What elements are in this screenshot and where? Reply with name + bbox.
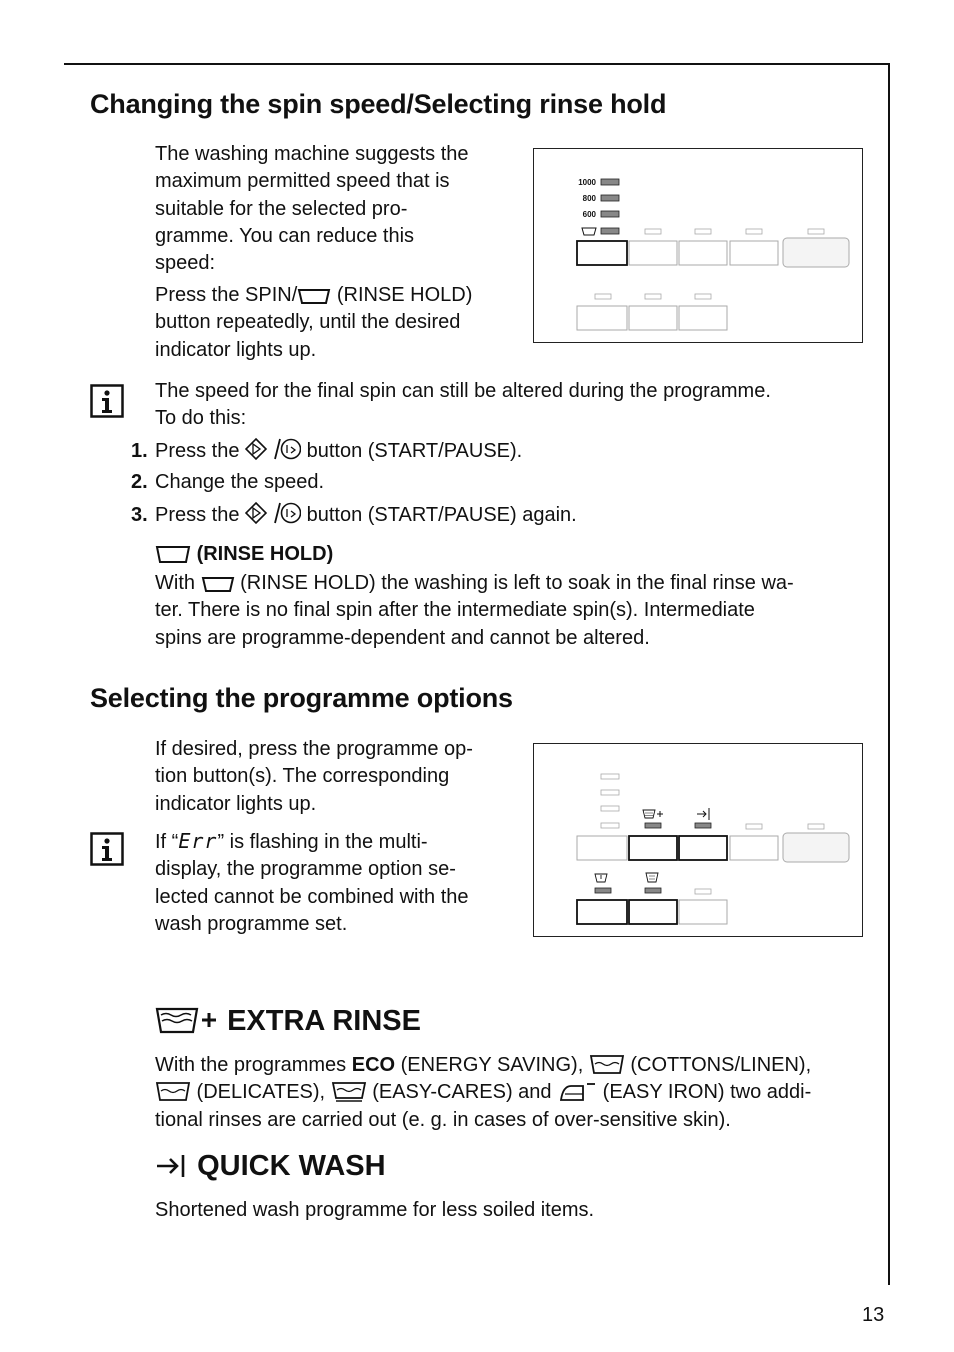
page-frame-right (888, 63, 890, 1285)
extra-rinse-heading: EXTRA RINSE (155, 1005, 421, 1038)
option-button[interactable] (730, 836, 778, 860)
control-panel-spin-drawing (534, 149, 862, 342)
rinse-hold-icon (297, 287, 331, 305)
page-frame-top (64, 63, 890, 65)
cottons-icon (589, 1053, 625, 1075)
speed-led-800 (601, 195, 619, 201)
extra-rinse-icon (155, 1005, 219, 1035)
prewash-led (595, 888, 611, 893)
delicates-icon (155, 1080, 191, 1102)
quick-wash-text: Shortened wash programme for less soiled items. (155, 1199, 595, 1221)
option-button[interactable] (629, 241, 677, 265)
step-1: 1. Press the button (START/PAUSE). (131, 437, 522, 465)
programme-options-intro: If desired, press the programme op- tion button(s). The corresponding indicator lights up. (155, 738, 473, 815)
rinse-hold-icon (155, 544, 191, 564)
control-panel-options-drawing (534, 744, 862, 936)
prewash-button[interactable] (577, 900, 627, 924)
quick-wash-icon (155, 1152, 189, 1178)
option-led (695, 229, 711, 234)
option-led (645, 229, 661, 234)
final-spin-info: The speed for the final spin can still be altered during the programme. To do this: (155, 380, 771, 430)
step-2: 2. Change the speed. (131, 471, 325, 493)
rinse-hold-led (601, 823, 619, 828)
page-number: 13 (862, 1304, 885, 1326)
extra-rinse-button[interactable] (629, 836, 677, 860)
option-led (746, 229, 762, 234)
option-led (808, 229, 824, 234)
option-led (746, 824, 762, 829)
quick-wash-button[interactable] (679, 836, 727, 860)
control-panel-options (533, 743, 863, 937)
speed-led (601, 790, 619, 795)
info-icon (90, 832, 124, 866)
option-button[interactable] (730, 241, 778, 265)
rinse-hold-led (601, 228, 619, 234)
option-button[interactable] (577, 306, 627, 330)
spin-speed-intro: The washing machine suggests the maximum permitted speed that is suitable for the selected pro- gramme. You can reduce this speed: (155, 143, 469, 275)
option-led (695, 889, 711, 894)
extra-rinse-text: With the programmes ECO (ENERGY SAVING), (COTTONS/LINEN), (DELICATES), (EASY-CARES) and (EASY IRON) two addi- tional rinses are carried out (e. g. in cases of over-sensitive skin). (155, 1054, 812, 1131)
option-button[interactable] (679, 900, 727, 924)
control-panel-spin (533, 148, 863, 343)
speed-label-600: 600 (582, 210, 596, 219)
rinse-hold-heading: (RINSE HOLD) (155, 543, 333, 566)
stain-led (645, 888, 661, 893)
stain-button[interactable] (629, 900, 677, 924)
start-pause-button[interactable] (783, 238, 849, 267)
extra-rinse-icon (643, 810, 663, 818)
info-icon (90, 384, 124, 418)
section-title-spin-speed: Changing the spin speed/Selecting rinse hold (90, 89, 667, 119)
prewash-icon (595, 874, 607, 882)
quick-wash-icon (697, 808, 709, 820)
option-led (595, 294, 611, 299)
rinse-hold-description: With (RINSE HOLD) the washing is left to soak in the final rinse wa- ter. There is no final spin after the intermediate spin(s). Intermediate spins are programme-dependent and cannot be altered. (155, 572, 794, 649)
option-button[interactable] (679, 306, 727, 330)
start-pause-icon (245, 437, 301, 461)
spin-button[interactable] (577, 836, 627, 860)
easy-iron-icon (557, 1080, 597, 1102)
start-pause-button[interactable] (783, 833, 849, 862)
step-3: 3. Press the button (START/PAUSE) again. (131, 501, 577, 529)
speed-led (601, 806, 619, 811)
extra-rinse-led (645, 823, 661, 828)
speed-led-1000 (601, 179, 619, 185)
speed-label-800: 800 (582, 194, 596, 203)
option-led (645, 294, 661, 299)
err-info: If “Err” is flashing in the multi- display, the programme option se- lected cannot be combined with the wash programme set. (155, 829, 469, 935)
section-title-programme-options: Selecting the programme options (90, 683, 513, 713)
rinse-hold-icon (201, 575, 235, 593)
speed-label-1000: 1000 (578, 178, 596, 187)
speed-led (601, 774, 619, 779)
err-code: Err (178, 829, 218, 853)
rinse-hold-icon (582, 228, 596, 235)
speed-led-600 (601, 211, 619, 217)
eco-label: ECO (351, 1054, 396, 1076)
option-led (808, 824, 824, 829)
spin-button[interactable] (577, 241, 627, 265)
quick-wash-led (695, 823, 711, 828)
option-led (695, 294, 711, 299)
quick-wash-heading: QUICK WASH (155, 1150, 386, 1183)
stain-icon (646, 873, 658, 882)
option-button[interactable] (629, 306, 677, 330)
easy-cares-icon (331, 1080, 367, 1102)
option-button[interactable] (679, 241, 727, 265)
spin-button-instruction: Press the SPIN/ (RINSE HOLD) button repeatedly, until the desired indicator lights up. (155, 284, 473, 361)
start-pause-icon (245, 501, 301, 525)
